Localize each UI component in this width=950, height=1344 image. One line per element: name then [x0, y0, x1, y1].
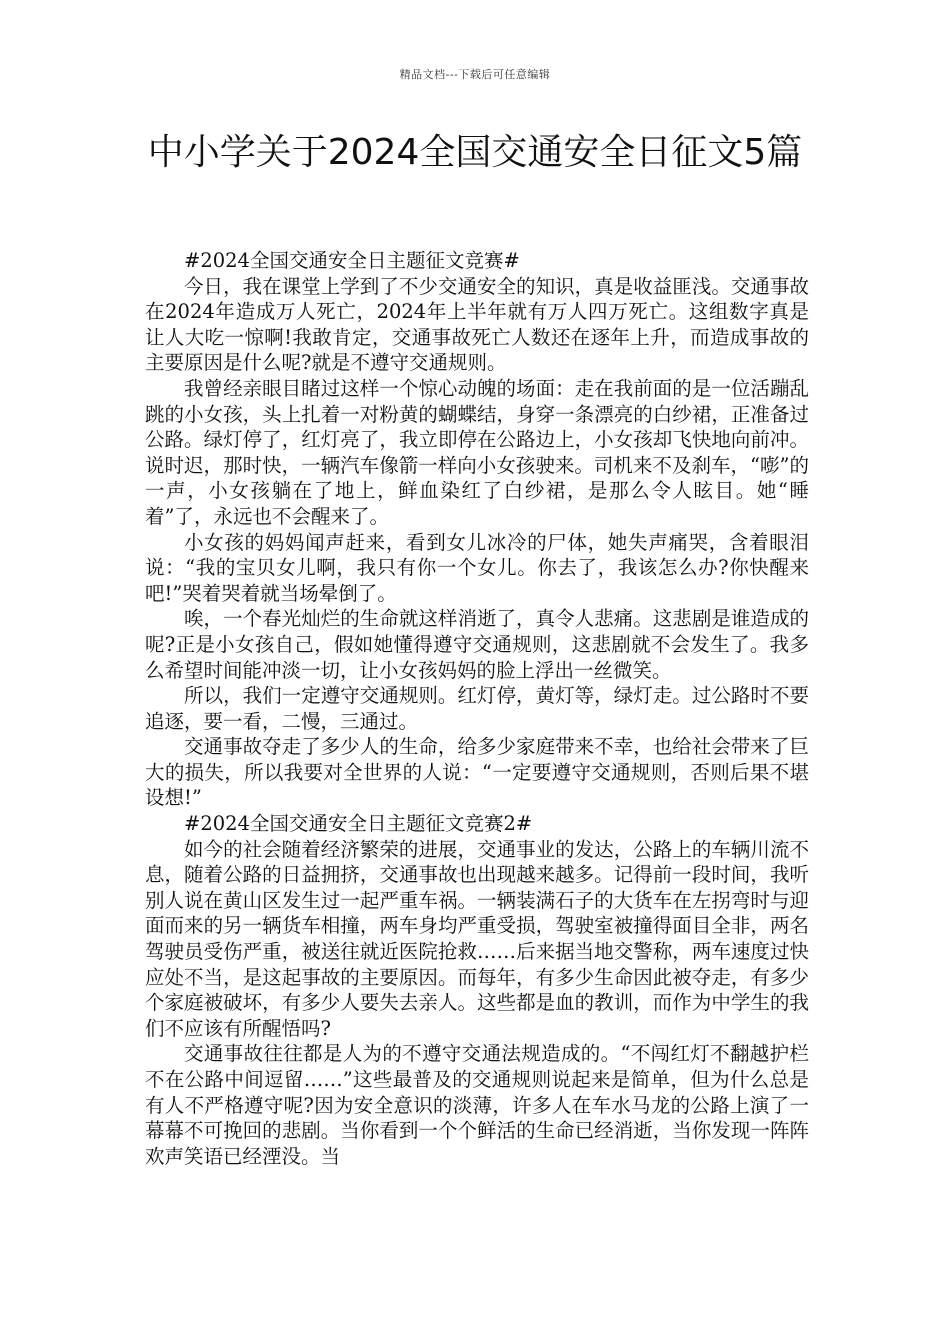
paragraph: 如今的社会随着经济繁荣的进展，交通事业的发达，公路上的车辆川流不息，随着公路的日益拥挤，交通事故也出现越来越多。记得前一段时间，我听别人说在黄山区发生过一起严重车祸。一辆装满石子的大货车在左拐弯时与迎面而来的另一辆货车相撞，两车身均严重受损，驾驶室被撞得面目全非，两名驾驶员受伤严重，被送往就近医院抢救……后来据当地交警称，两车速度过快应处不当，是这起事故的主要原因。而每年，有多少生命因此被夺走，有多少个家庭被破坏，有多少人要失去亲人。这些都是血的教训，而作为中学生的我们不应该有所醒悟吗? — [145, 837, 809, 1040]
paragraph: 唉，一个春光灿烂的生命就这样消逝了，真令人悲痛。这悲剧是谁造成的呢?正是小女孩自己，假如她懂得遵守交通规则，这悲剧就不会发生了。我多么希望时间能冲淡一切，让小女孩妈妈的脸上浮出一丝微笑。 — [145, 607, 809, 682]
paragraph: 我曾经亲眼目睹过这样一个惊心动魄的场面：走在我前面的是一位活蹦乱跳的小女孩，头上扎着一对粉黄的蝴蝶结，身穿一条漂亮的白纱裙，正准备过公路。绿灯停了，红灯亮了，我立即停在公路边上，小女孩却飞快地向前冲。说时迟，那时快，一辆汽车像箭一样向小女孩驶来。司机来不及刹车，“嘭”的一声，小女孩躺在了地上，鲜血染红了白纱裙，是那么令人眩目。她“睡着”了，永远也不会醒来了。 — [145, 376, 809, 528]
paragraph: 交通事故往往都是人为的不遵守交通法规造成的。“不闯红灯不翻越护栏不在公路中间逗留……”这些最普及的交通规则说起来是简单，但为什么总是有人不严格遵守呢?因为安全意识的淡薄，许多人在车水马龙的公路上演了一幕幕不可挽回的悲剧。当你看到一个个鲜活的生命已经消逝，当你发现一阵阵欢声笑语已经湮没。当 — [145, 1042, 809, 1168]
paragraph: 小女孩的妈妈闻声赶来，看到女儿冰冷的尸体，她失声痛哭，含着眼泪说：“我的宝贝女儿啊，我只有你一个女儿。你去了，我该怎么办?你快醒来吧!”哭着哭着就当场晕倒了。 — [145, 530, 809, 605]
document-body — [145, 248, 809, 1169]
paragraph: 交通事故夺走了多少人的生命，给多少家庭带来不幸，也给社会带来了巨大的损失，所以我要对全世界的人说：“一定要遵守交通规则，否则后果不堪设想!” — [145, 735, 809, 810]
header-note: 精品文档---下载后可任意编辑 — [399, 68, 551, 81]
paragraph: 今日，我在课堂上学到了不少交通安全的知识，真是收益匪浅。交通事故在2024年造成万人死亡，2024年上半年就有万人四万死亡。这组数字真是让人大吃一惊啊!我敢肯定，交通事故死亡人数还在逐年上升，而造成事故的主要原因是什么呢?就是不遵守交通规则。 — [145, 274, 809, 375]
document-title: 中小学关于2024全国交通安全日征文5篇 — [147, 132, 803, 173]
paragraph: 所以，我们一定遵守交通规则。红灯停，黄灯等，绿灯走。过公路时不要追逐，要一看，二慢，三通过。 — [145, 684, 809, 733]
section-heading-2: #2024全国交通安全日主题征文竞赛2# — [184, 812, 533, 836]
section-heading-1: #2024全国交通安全日主题征文竞赛# — [184, 249, 520, 272]
